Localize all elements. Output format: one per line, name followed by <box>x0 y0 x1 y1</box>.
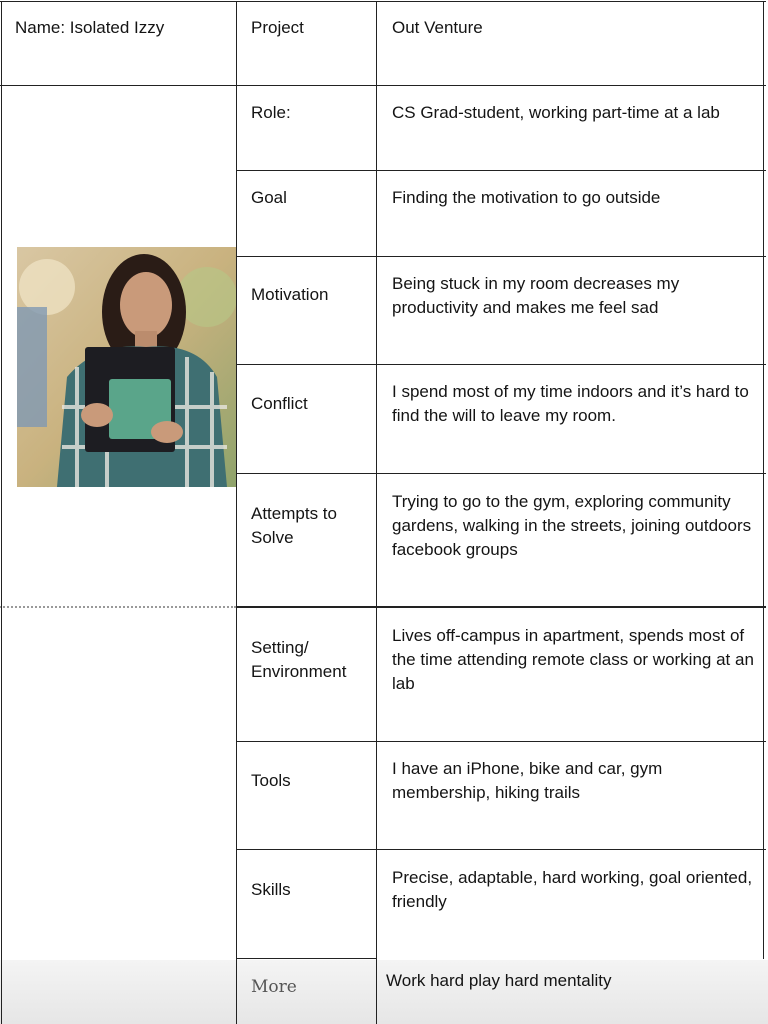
row-value-goal: Finding the motivation to go outside <box>392 188 661 207</box>
page-break-divider <box>0 606 236 608</box>
row-divider <box>236 473 766 474</box>
row-label-conflict: Conflict <box>251 394 308 413</box>
column-divider <box>376 1 377 1024</box>
row-divider <box>236 849 766 850</box>
row-value-tools: I have an iPhone, bike and car, gym membership, hiking trails <box>392 759 663 802</box>
row-value-setting: Lives off-campus in apartment, spends most of the time attending remote class or working at an lab <box>392 626 754 693</box>
row-label-goal: Goal <box>251 188 287 207</box>
row-divider <box>236 958 376 959</box>
row-value-more: Work hard play hard mentality <box>386 971 612 990</box>
table-border-right <box>763 1 764 959</box>
row-value-conflict: I spend most of my time indoors and it’s hard to find the will to leave my room. <box>392 382 749 425</box>
row-value-role: CS Grad-student, working part-time at a lab <box>392 103 720 122</box>
table-border-left <box>1 1 2 1024</box>
row-value-attempts: Trying to go to the gym, exploring community gardens, walking in the streets, joining outdoors facebook groups <box>392 492 752 559</box>
project-value: Out Venture <box>392 18 483 37</box>
row-value-motivation: Being stuck in my room decreases my productivity and makes me feel sad <box>392 274 680 317</box>
persona-photo-icon <box>17 247 236 487</box>
row-label-setting: Setting/ Environment <box>251 638 347 681</box>
row-divider <box>236 741 766 742</box>
persona-name: Name: Isolated Izzy <box>15 18 165 37</box>
row-label-more: More <box>251 977 297 997</box>
row-label-tools: Tools <box>251 771 291 790</box>
table-border-top <box>0 1 766 2</box>
row-divider <box>236 170 766 171</box>
row-divider <box>236 364 766 365</box>
project-label: Project <box>251 18 304 37</box>
row-label-skills: Skills <box>251 880 291 899</box>
row-divider <box>236 606 766 608</box>
row-label-attempts: Attempts to Solve <box>251 504 337 547</box>
column-divider <box>236 1 237 1024</box>
row-divider <box>0 85 766 86</box>
row-value-skills: Precise, adaptable, hard working, goal oriented, friendly <box>392 868 753 911</box>
row-divider <box>236 256 766 257</box>
row-label-motivation: Motivation <box>251 285 329 304</box>
row-label-role: Role: <box>251 103 291 122</box>
